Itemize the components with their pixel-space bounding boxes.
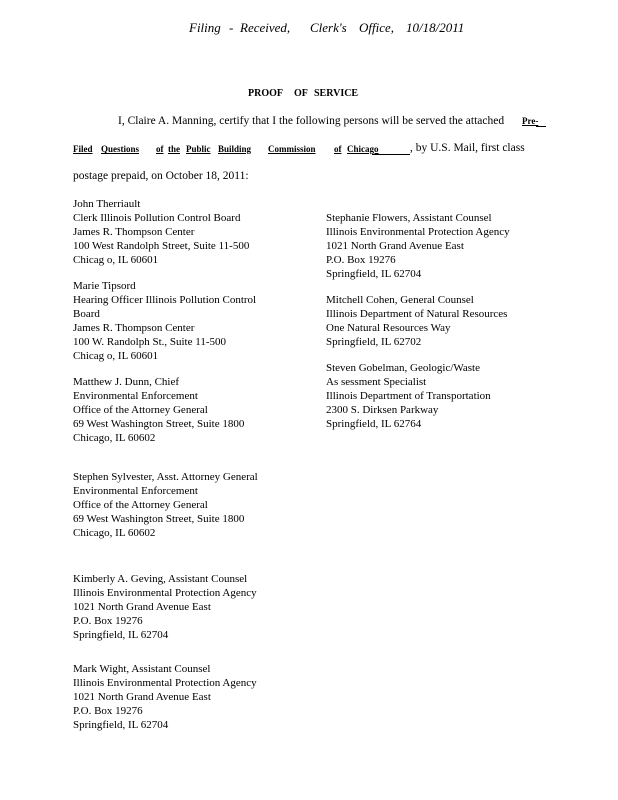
recipient-line: 2300 S. Dirksen Parkway bbox=[326, 404, 439, 416]
recipient-block bbox=[73, 662, 258, 732]
recipient-line: Chicago, IL 60602 bbox=[73, 527, 156, 539]
title-proof: PROOF bbox=[248, 88, 283, 99]
recipient-line: P.O. Box 19276 bbox=[73, 705, 143, 717]
recipient-line: Environmental Enforcement bbox=[73, 390, 198, 402]
recipient-line: Kimberly A. Geving, Assistant Counsel bbox=[73, 573, 248, 585]
pre-underline bbox=[536, 126, 546, 127]
recipient-line: Stephanie Flowers, Assistant Counsel bbox=[326, 212, 492, 224]
intro-text: I, Claire A. Manning, certify that I the following persons will be served the attached bbox=[118, 115, 505, 127]
header-clerks: Clerk's bbox=[310, 20, 347, 35]
filed-word: Building bbox=[218, 144, 252, 154]
filed-word: the bbox=[168, 144, 180, 154]
header-filing: Filing bbox=[189, 20, 221, 35]
recipient-line: Springfield, IL 62702 bbox=[326, 336, 422, 348]
recipient-line: Office of the Attorney General bbox=[73, 499, 208, 511]
recipient-block bbox=[326, 293, 510, 349]
recipient-line: 1021 North Grand Avenue East bbox=[326, 240, 464, 252]
header-office: Office, bbox=[359, 20, 395, 35]
recipient-line: 1021 North Grand Avenue East bbox=[73, 601, 211, 613]
recipient-line: 100 W. Randolph St., Suite 11-500 bbox=[73, 336, 226, 348]
header-dash: - bbox=[229, 20, 234, 35]
recipient-line: James R. Thompson Center bbox=[73, 226, 195, 238]
recipient-line: Illinois Environmental Protection Agency bbox=[73, 587, 257, 599]
recipient-line: 1021 North Grand Avenue East bbox=[73, 691, 211, 703]
recipient-line: Marie Tipsord bbox=[73, 280, 136, 292]
recipient-line: Illinois Department of Transportation bbox=[326, 390, 491, 402]
recipient-line: Illinois Environmental Protection Agency bbox=[73, 677, 257, 689]
recipient-line: John Therriault bbox=[73, 198, 141, 210]
recipient-line: Board bbox=[73, 308, 100, 320]
right-column bbox=[326, 211, 510, 443]
filed-underline-fill bbox=[372, 154, 410, 155]
recipient-block bbox=[73, 470, 258, 540]
filed-word: of bbox=[334, 144, 342, 154]
recipient-line: 100 West Randolph Street, Suite 11-500 bbox=[73, 240, 250, 252]
recipient-block bbox=[73, 572, 258, 642]
filed-word: Public bbox=[186, 144, 211, 154]
filed-word: Chicago bbox=[347, 144, 379, 154]
recipient-line: Mark Wight, Assistant Counsel bbox=[73, 663, 211, 675]
filed-word: Questions bbox=[101, 144, 140, 154]
recipient-line: As sessment Specialist bbox=[326, 376, 427, 388]
recipient-line: One Natural Resources Way bbox=[326, 322, 451, 334]
filed-word: of bbox=[156, 144, 164, 154]
recipient-block bbox=[326, 211, 510, 281]
title-of: OF bbox=[294, 88, 308, 99]
postage-text: postage prepaid, on October 18, 2011: bbox=[73, 170, 249, 182]
recipient-line: 69 West Washington Street, Suite 1800 bbox=[73, 513, 245, 525]
recipient-block bbox=[73, 279, 258, 363]
filed-word: Filed bbox=[73, 144, 93, 154]
recipient-line: Chicag o, IL 60601 bbox=[73, 350, 159, 362]
recipient-line: 69 West Washington Street, Suite 1800 bbox=[73, 418, 245, 430]
recipient-line: Clerk Illinois Pollution Control Board bbox=[73, 212, 241, 224]
filed-word: Commission bbox=[268, 144, 316, 154]
left-column bbox=[73, 197, 258, 744]
recipient-block bbox=[73, 375, 258, 445]
recipient-line: Springfield, IL 62704 bbox=[326, 268, 422, 280]
recipient-line: Springfield, IL 62704 bbox=[73, 719, 169, 731]
recipient-line: Stephen Sylvester, Asst. Attorney General bbox=[73, 471, 258, 483]
header-date: 10/18/2011 bbox=[406, 20, 465, 35]
recipient-line: Steven Gobelman, Geologic/Waste bbox=[326, 362, 480, 374]
recipient-line: Chicago, IL 60602 bbox=[73, 432, 156, 444]
recipient-line: Illinois Environmental Protection Agency bbox=[326, 226, 510, 238]
recipient-line: Springfield, IL 62764 bbox=[326, 418, 422, 430]
header-received: Received, bbox=[240, 20, 291, 35]
recipient-line: P.O. Box 19276 bbox=[73, 615, 143, 627]
recipient-line: Hearing Officer Illinois Pollution Control bbox=[73, 294, 257, 306]
recipient-line: Illinois Department of Natural Resources bbox=[326, 308, 508, 320]
recipient-line: Environmental Enforcement bbox=[73, 485, 198, 497]
recipient-block bbox=[326, 361, 510, 431]
by-mail-text: , by U.S. Mail, first class bbox=[410, 142, 525, 154]
recipient-block bbox=[73, 197, 258, 267]
recipient-line: P.O. Box 19276 bbox=[326, 254, 396, 266]
title-service: SERVICE bbox=[314, 88, 359, 99]
recipient-line: Springfield, IL 62704 bbox=[73, 629, 169, 641]
recipient-line: Matthew J. Dunn, Chief bbox=[73, 376, 180, 388]
intro-pre: Pre- bbox=[522, 116, 539, 126]
recipient-line: James R. Thompson Center bbox=[73, 322, 195, 334]
recipient-line: Mitchell Cohen, General Counsel bbox=[326, 294, 474, 306]
recipient-line: Office of the Attorney General bbox=[73, 404, 208, 416]
recipient-line: Chicag o, IL 60601 bbox=[73, 254, 159, 266]
